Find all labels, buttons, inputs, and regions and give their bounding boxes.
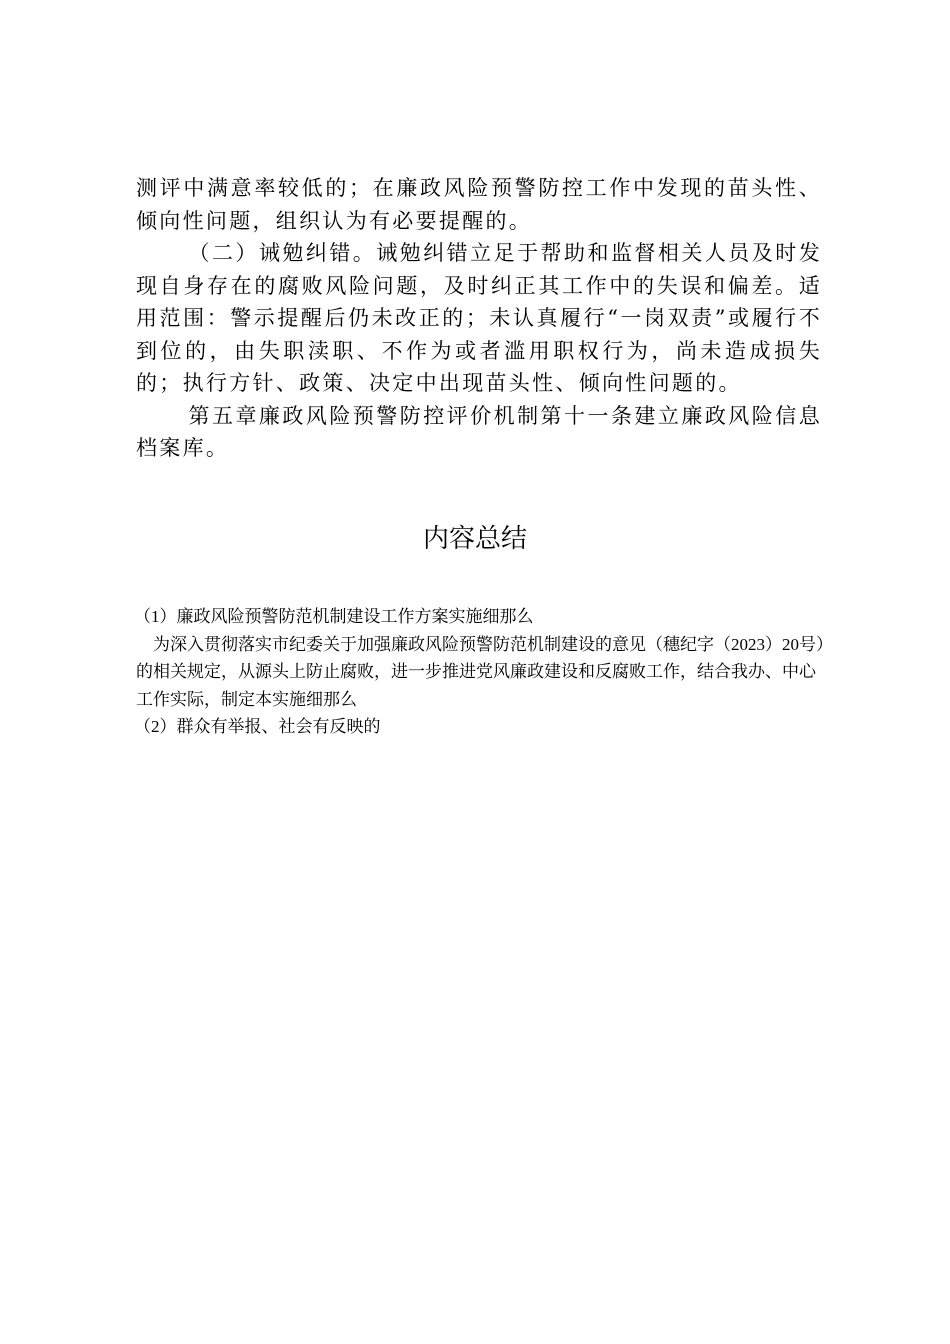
paragraph-continuation: 测评中满意率较低的；在廉政风险预警防控工作中发现的苗头性、倾向性问题，组织认为有必要提醒的。 (136, 176, 822, 233)
summary-item-1-body: 为深入贯彻落实市纪委关于加强廉政风险预警防范机制建设的意见（穗纪字（2023）20号）的相关规定，从源头上防止腐败，进一步推进党风廉政建设和反腐败工作，结合我办、中心工作实际，制定本实施细那么 (136, 634, 825, 709)
paragraph-admonish-correct: （二）诫勉纠错。诫勉纠错立足于帮助和监督相关人员及时发现自身存在的腐败风险问题，及时纠正其工作中的失误和偏差。适用范围：警示提醒后仍未改正的；未认真履行“一岗双责”或履行不到位的，由失职渎职、不作为或者滥用职权行为，尚未造成损失的；执行方针、政策、决定中出现苗头性、倾向性问题的。 (136, 241, 822, 395)
document-body (136, 172, 822, 465)
summary-title: 内容总结 (422, 524, 527, 554)
summary-item-2-heading: （2）群众有举报、社会有反映的 (134, 717, 381, 736)
summary-section (136, 603, 826, 741)
summary-item-1-heading: （1）廉政风险预警防范机制建设工作方案实施细那么 (134, 607, 534, 626)
paragraph-chapter-five: 第五章廉政风险预警防控评价机制第十一条建立廉政风险信息档案库。 (136, 403, 822, 460)
